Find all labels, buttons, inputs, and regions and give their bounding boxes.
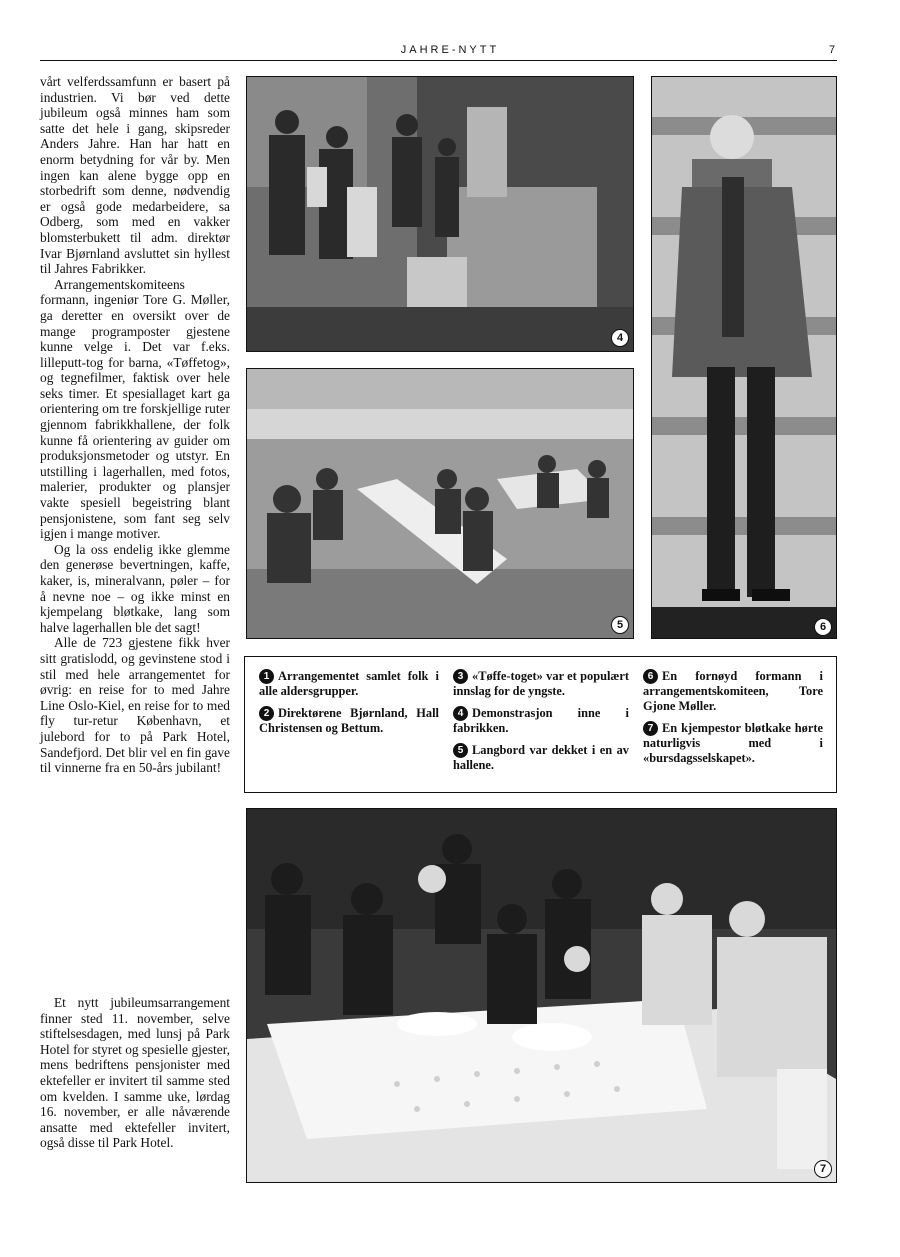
photo-number-badge: 7 <box>814 1160 832 1178</box>
caption-text: Arrangementet samlet folk i alle aldersgrupper. <box>259 669 439 698</box>
photo-number-badge: 5 <box>611 616 629 634</box>
running-header-title: JAHRE-NYTT <box>400 44 500 56</box>
article-paragraph: vårt velferdssamfunn er basert på industrien. Vi bør ved dette jubileum også minnes ham som satte det hele i gang, skipsreder Anders Jahre. Han har hatt en enorm betydning for vår by. Men ingen kan alene bygge opp en storbedrift som denne, nødvendig er også gode medarbeidere, sa Odberg, som med en vakker blomsterbukett til adm. direktør Ivar Bjørnland avsluttet sin hyllest til Jahres Fabrikker. <box>40 74 230 277</box>
photo-factory-demonstration <box>246 76 634 352</box>
article-column-bottom <box>40 995 230 1151</box>
article-column-top <box>40 74 230 776</box>
caption-column <box>453 669 629 780</box>
caption-column <box>259 669 439 743</box>
caption-item <box>453 743 629 773</box>
caption-text: Direktørene Bjørnland, Hall Christensen og Bettum. <box>259 706 439 735</box>
photo-committee-chairman <box>651 76 837 639</box>
photo-number-badge: 6 <box>814 618 832 636</box>
photo-long-tables <box>246 368 634 639</box>
caption-number-badge: 2 <box>259 706 274 721</box>
caption-number-badge: 7 <box>643 721 658 736</box>
caption-text: En kjempestor bløtkake hørte naturligvis med i «bursdagsselskapet». <box>643 721 823 765</box>
caption-box <box>244 656 837 793</box>
caption-text: En fornøyd formann i arrangementskomiteen, Tore Gjone Møller. <box>643 669 823 713</box>
caption-item <box>259 669 439 699</box>
caption-item <box>643 669 823 714</box>
page-number: 7 <box>829 44 836 56</box>
article-paragraph: Et nytt jubileumsarrangement finner sted 11. november, selve stiftelsesdagen, med lunsj på Park Hotel for styret og spesielle gjester, mens bedriftens pensjonister med ektefeller er invitert til samme sted om kvelden. I samme uke, lørdag 16. november, er alle nåværende ansatte med ektefeller invitert, også disse til Park Hotel. <box>40 995 230 1151</box>
header-rule <box>40 60 837 61</box>
caption-number-badge: 4 <box>453 706 468 721</box>
article-paragraph: Og la oss endelig ikke glemme den generøse bevertningen, kaffe, kaker, is, mineralvann, pøler – for å nevne noe – og ikke minst en kjempelang bløtkake, lang som halve lagerhallen ble det sagt! <box>40 541 230 635</box>
caption-text: Demonstrasjon inne i fabrikken. <box>453 706 629 735</box>
caption-number-badge: 3 <box>453 669 468 684</box>
article-paragraph: Alle de 723 gjestene fikk hver sitt gratislodd, og gevinstene stod i stil med hele arrangementet for øvrig: en reise for to med Jahre Line Oslo-Kiel, en reise for to med fly tur-retur København, et julebord for to på Park Hotel, Sandefjord. Det blir vel en fin gave til vinnerne fra en 50-års jubilant! <box>40 635 230 776</box>
caption-column <box>643 669 823 773</box>
caption-item <box>453 669 629 699</box>
caption-text: Langbord var dekket i en av hallene. <box>453 743 629 772</box>
caption-number-badge: 1 <box>259 669 274 684</box>
caption-item <box>259 706 439 736</box>
photo-number-badge: 4 <box>611 329 629 347</box>
caption-item <box>453 706 629 736</box>
caption-text: «Tøffe-toget» var et populært innslag for de yngste. <box>453 669 629 698</box>
caption-number-badge: 5 <box>453 743 468 758</box>
caption-item <box>643 721 823 766</box>
photo-giant-cake <box>246 808 837 1183</box>
article-paragraph: Arrangementskomiteens formann, ingeniør Tore G. Møller, ga deretter en oversikt over de mange programposter gjestene kunne velge i. Det var f.eks. lilleputt-tog for barna, «Tøffetog», og tegnefilmer, faktisk over hele seks timer. Et spesiallaget kart ga orientering om tre forskjellige ruter gjennom fabrikkhallene, der folk kunne få orientering av guider om produksjonsmetoder og utstyr. En utstilling i lagerhallen, med fotos, malerier, produkter og plansjer vakte spesiell begeistring blant pensjonistene, som fant seg selv igjen i mange motiver. <box>40 276 230 542</box>
caption-number-badge: 6 <box>643 669 658 684</box>
